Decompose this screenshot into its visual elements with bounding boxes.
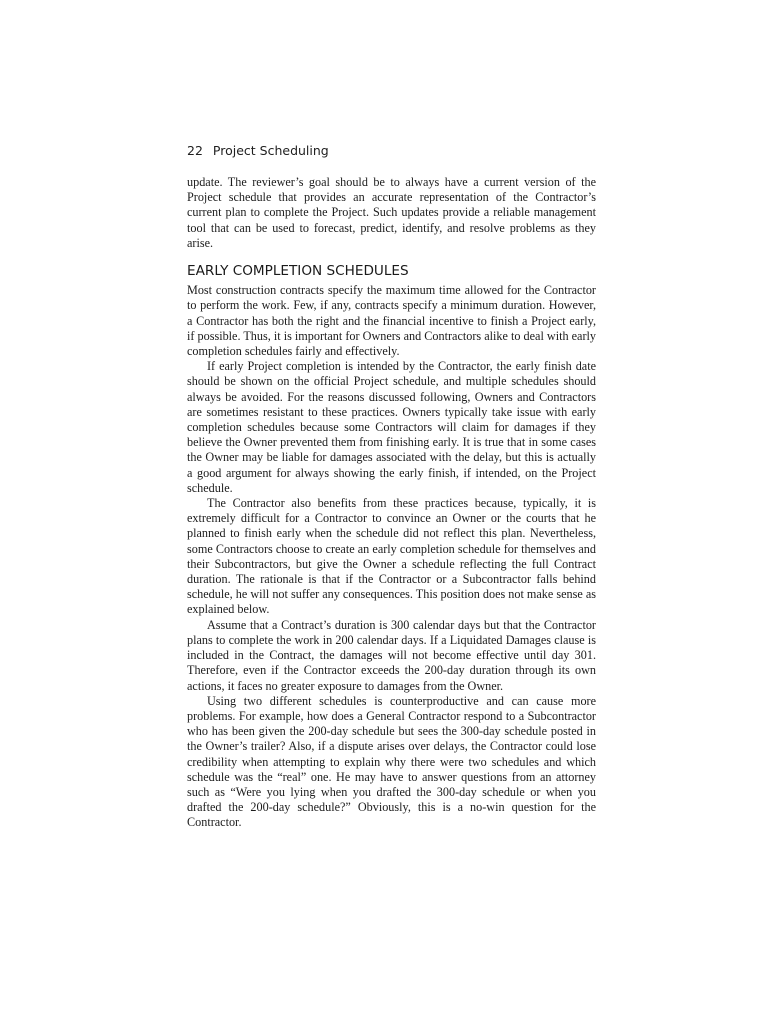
paragraph-1: Most construction contracts specify the maximum time allowed for the Contractor to perform the work. Few, if any, contracts specify a minimum duration. However, a Contractor has both the right and the financial incentive to finish a Project early, if possible. Thus, it is important for Owners and Contractors alike to deal with early completion schedules fairly and effectively.: [187, 283, 596, 359]
paragraph-5: Using two different schedules is counterproductive and can cause more problems. For example, how does a General Contractor respond to a Subcontractor who has been given the 200-day schedule but sees the 300-day schedule posted in the Owner’s trailer? Also, if a dispute arises over delays, the Contractor could lose credibility when attempting to explain why there were two schedules and which schedule was the “real” one. He may have to answer questions from an attorney such as “Were you lying when you drafted the 300-day schedule or when you drafted the 200-day schedule?” Obviously, this is a no-win question for the Contractor.: [187, 693, 596, 830]
running-head: [187, 143, 329, 158]
body-text: [187, 175, 596, 831]
running-head-title: Project Scheduling: [212, 143, 329, 158]
intro-paragraph: update. The reviewer’s goal should be to always have a current version of the Project schedule that provides an accurate representation of the Contractor’s current plan to complete the Project. Such updates provide a reliable management tool that can be used to forecast, predict, identify, and resolve problems as they arise.: [187, 175, 596, 250]
paragraph-4: Assume that a Contract’s duration is 300 calendar days but that the Contractor plans to complete the work in 200 calendar days. If a Liquidated Damages clause is included in the Contract, the damages will not become effective until day 301. Therefore, even if the Contractor exceeds the 200-day duration through its own actions, it faces no greater exposure to damages from the Owner.: [187, 617, 596, 693]
paragraph-3: The Contractor also benefits from these practices because, typically, it is extremely difficult for a Contractor to convince an Owner or the courts that he planned to finish early when the schedule did not reflect this plan. Nevertheless, some Contractors choose to create an early completion schedule for themselves and their Subcontractors, but give the Owner a schedule reflecting the full Contract duration. The rationale is that if the Contractor or a Subcontractor falls behind schedule, he will not suffer any consequences. This position does not make sense as explained below.: [187, 496, 596, 617]
section-heading: EARLY COMPLETION SCHEDULES: [187, 263, 409, 280]
paragraph-2: If early Project completion is intended by the Contractor, the early finish date should be shown on the official Project schedule, and multiple schedules should always be avoided. For the reasons discussed following, Owners and Contractors are sometimes resistant to these practices. Owners typically take issue with early completion schedules because some Contractors will claim for damages if they believe the Owner prevented them from finishing early. It is true that in some cases the Owner may be liable for damages associated with the delay, but this is actually a good argument for always showing the early finish, if intended, on the Project schedule.: [187, 359, 596, 495]
page-number: 22: [187, 143, 203, 158]
